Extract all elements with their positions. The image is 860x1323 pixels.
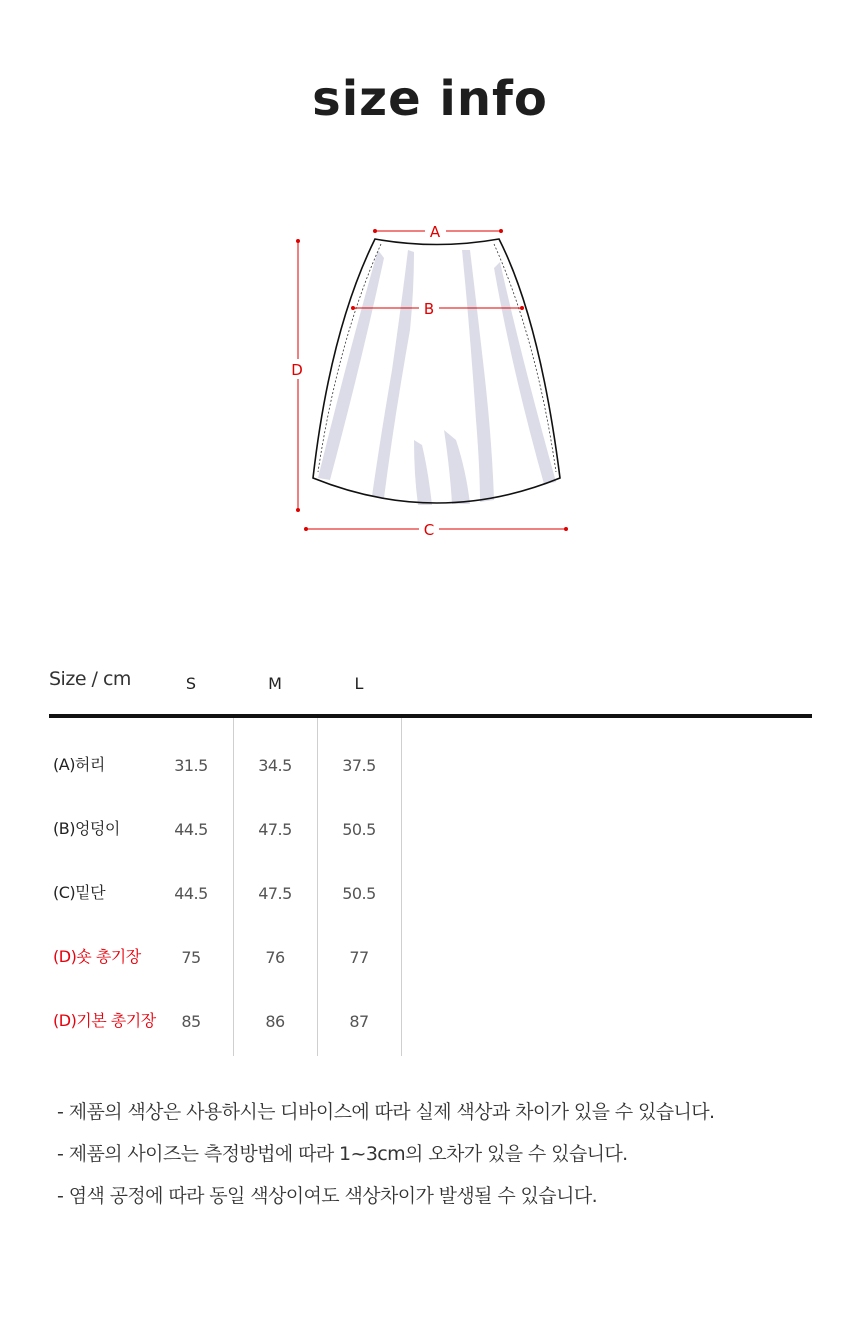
table-row — [53, 816, 813, 846]
cell-s: 75 — [181, 948, 201, 967]
row-label: (A)허리 — [53, 755, 105, 774]
notice-item: - 제품의 색상은 사용하시는 디바이스에 따라 실제 색상과 차이가 있을 수 있습니다. — [57, 1101, 715, 1123]
size-table-header — [49, 664, 812, 704]
measure-label-a: A — [429, 223, 441, 241]
cell-s: 44.5 — [174, 820, 208, 839]
notice-item: - 염색 공정에 따라 동일 색상이여도 색상차이가 발생될 수 있습니다. — [57, 1185, 598, 1207]
page-title: size info — [312, 71, 548, 127]
column-header-l: L — [354, 674, 364, 693]
table-row — [53, 1008, 813, 1038]
cell-l: 50.5 — [342, 820, 376, 839]
table-row — [53, 880, 813, 910]
table-row — [53, 944, 813, 974]
measure-line-a — [373, 223, 503, 241]
table-row — [53, 752, 813, 782]
measure-line-d — [291, 239, 303, 512]
cell-s: 85 — [181, 1012, 201, 1031]
row-label: (C)밑단 — [53, 883, 106, 902]
cell-m: 47.5 — [258, 884, 292, 903]
row-label: (D)기본 총기장 — [53, 1011, 156, 1030]
cell-l: 37.5 — [342, 756, 376, 775]
cell-l: 87 — [349, 1012, 369, 1031]
measure-line-c — [304, 521, 568, 539]
cell-m: 34.5 — [258, 756, 292, 775]
row-label: (B)엉덩이 — [53, 819, 120, 838]
header-divider — [49, 714, 812, 718]
measure-line-b — [351, 300, 524, 318]
measure-label-d: D — [291, 361, 303, 379]
cell-s: 44.5 — [174, 884, 208, 903]
column-header-s: S — [185, 674, 197, 693]
notice-list — [57, 1098, 837, 1224]
cell-l: 77 — [349, 948, 369, 967]
notice-item: - 제품의 사이즈는 측정방법에 따라 1~3cm의 오차가 있을 수 있습니다. — [57, 1143, 628, 1165]
measure-label-b: B — [423, 300, 435, 318]
cell-s: 31.5 — [174, 756, 208, 775]
cell-m: 76 — [265, 948, 285, 967]
measure-label-c: C — [423, 521, 435, 539]
cell-l: 50.5 — [342, 884, 376, 903]
row-label: (D)숏 총기장 — [53, 947, 141, 966]
size-unit-label: Size / cm — [49, 668, 131, 690]
column-header-m: M — [268, 674, 282, 693]
skirt-measurement-diagram — [0, 0, 860, 600]
cell-m: 47.5 — [258, 820, 292, 839]
cell-m: 86 — [265, 1012, 285, 1031]
